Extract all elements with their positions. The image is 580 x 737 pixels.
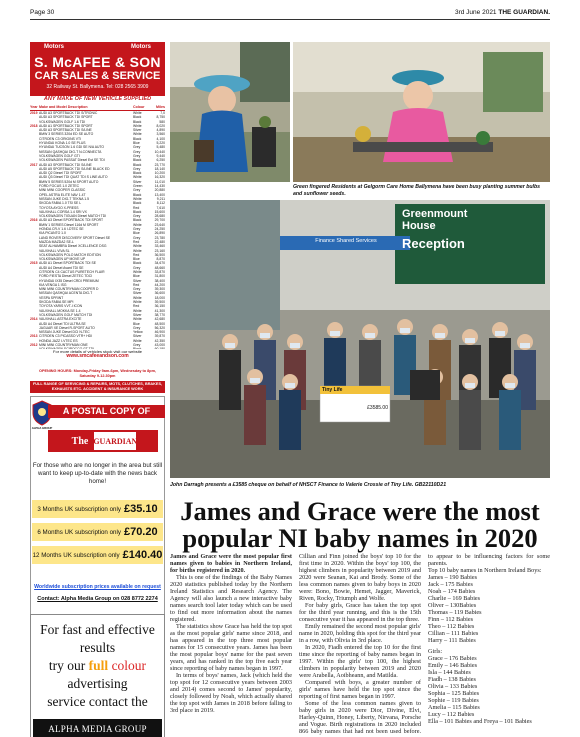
article-column-2 <box>299 553 421 735</box>
resident-photo-illustration <box>170 42 290 182</box>
boys-title: Top 10 baby names in Northern Ireland Boys: <box>428 567 542 574</box>
girls-name-item: Lucy – 112 Babies <box>428 711 475 718</box>
boys-name-item: Jack – 175 Babies <box>428 581 473 588</box>
boys-name-item: James – 190 Babies <box>428 574 477 581</box>
car-description: NISSAN QASHQAI DIG-T N-CONNECTA <box>39 149 102 154</box>
car-miles: 8,020 <box>156 123 165 128</box>
car-miles: 44,200 <box>154 282 165 287</box>
car-miles: 38,400 <box>154 278 165 283</box>
face-mask <box>520 343 530 348</box>
girls-name-item: Emily – 146 Babies <box>428 662 477 669</box>
car-miles: 4,890 <box>156 128 165 133</box>
girls-list <box>428 655 550 725</box>
boys-name-item: Finn – 112 Babies <box>428 616 473 623</box>
car-description: TOYOTA AYGO X-PRESS <box>39 205 79 210</box>
car-colour: Grey <box>133 227 141 232</box>
car-miles: 23,770 <box>154 162 165 167</box>
subscription-3-months[interactable] <box>32 500 163 518</box>
car-description: VOLKSWAGEN GOLF GTI <box>39 153 80 158</box>
car-colour: White <box>133 175 142 180</box>
girls-name-item: Sophie – 119 Babies <box>428 697 479 704</box>
car-colour: White <box>133 300 142 305</box>
website-note: For more details of vehicles stock visit our website <box>53 349 142 354</box>
article-headline: James and Grace were the most popular NI baby names in 2020 <box>180 496 540 553</box>
car-colour: Black <box>133 162 142 167</box>
car-miles: 10,200 <box>154 171 165 176</box>
car-colour: Grey <box>133 214 141 219</box>
article-paragraph: This is one of the findings of the Baby Names 2020 statistics published today by the Northern Ireland Statistics and Research Agency. The Agency will also launch a new interactive baby names search tool later today which can be used to find out more information about the names registered. <box>170 574 292 623</box>
face-mask <box>285 383 295 388</box>
car-colour: Grey <box>133 166 141 171</box>
car-description: SEAT ALHAMBRA Diesel XCELLENCE DSG <box>39 244 107 249</box>
sign-line-3: Reception <box>402 236 465 251</box>
boys-name-item: Cillian – 111 Babies <box>428 630 479 637</box>
car-description: FORD FIESTA Diesel ZETEC TDCI <box>39 274 93 279</box>
sub-price: £140.40 <box>122 549 163 561</box>
car-year: 2015 <box>30 261 38 266</box>
car-miles: 26,890 <box>154 231 165 236</box>
boys-name-item: Noah – 174 Babies <box>428 588 476 595</box>
car-colour: White <box>133 222 142 227</box>
car-description: AUDI A5 SPORTBACK TDI S/LINE BLACK ED <box>39 166 110 171</box>
car-miles: 46,900 <box>154 330 165 335</box>
car-description: BMW 5 SERIES 520d M SPORT AUTO <box>39 179 99 184</box>
car-colour: Grey <box>133 153 141 158</box>
car-colour: Silver <box>133 278 142 283</box>
boys-name-item: Thomas – 119 Babies <box>428 609 482 616</box>
car-miles: 8,750 <box>156 115 165 120</box>
alpha-word-full: full <box>88 658 109 673</box>
website-block <box>30 349 165 369</box>
car-miles: 23,780 <box>154 235 165 240</box>
guardian-masthead <box>48 430 158 452</box>
car-colour: White <box>133 132 142 137</box>
car-description: JAGUAR XE Diesel R-SPORT AUTO <box>39 325 95 330</box>
car-description: AUDI Q2 Diesel TDI SPORT <box>39 171 82 176</box>
car-colour: Black <box>133 209 142 214</box>
car-miles: 23,160 <box>154 248 165 253</box>
car-description: AUDI A1 SPORTBACK TDI SPORT <box>39 123 93 128</box>
car-description: TOYOTA YARIS VVT-I ICON <box>39 304 83 309</box>
motors-tab-bar <box>30 42 165 51</box>
car-colour: Blue <box>133 141 140 146</box>
car-colour: White <box>133 295 142 300</box>
car-miles: 3,560 <box>156 132 165 137</box>
car-miles: 5,220 <box>156 141 165 146</box>
postal-contact: Contact: Alpha Media Group on 028 8772 2274 <box>37 596 158 602</box>
car-miles: 4,100 <box>156 136 165 141</box>
car-miles: 38,770 <box>154 312 165 317</box>
car-miles: 43,000 <box>154 343 165 348</box>
subscription-12-months[interactable] <box>32 546 163 564</box>
boys-list <box>428 574 550 644</box>
car-miles: 18,140 <box>154 166 165 171</box>
brand-subtitle: CAR SALES & SERVICE <box>34 70 161 82</box>
col-colour: Colour <box>133 105 145 109</box>
car-description: VOLKSWAGEN PASSAT Diesel Est SE TDI <box>39 158 105 163</box>
car-description: KIA PICANTO 1.0 <box>39 231 66 236</box>
car-miles: 39,500 <box>154 300 165 305</box>
car-description: CITROEN C3 ORIGINS VTI <box>39 136 82 141</box>
car-description: VAUXHALL CORSA 1.4 SRI VX <box>39 209 87 214</box>
car-colour: Blue <box>133 274 140 279</box>
girls-name-item: Isla – 144 Babies <box>428 669 471 676</box>
car-description: AUDI A3 SPORTBACK TDI S/TRONIC <box>39 111 98 115</box>
car-description: HYUNDAI IX35 Diesel CRDI PREMIUM <box>39 278 99 283</box>
car-description: VOLKSWAGEN GOLF 1.6 TDI <box>39 119 86 124</box>
page-number: Page 30 <box>30 8 55 16</box>
full-range-banner: FULL RANGE OF SERVICING & REPAIRS, MOTS, CLUTCHES, BRAKES, EXHAUSTS ETC. ACCIDENT & INSURANCE WORK <box>30 381 165 393</box>
car-description: MAZDA MAZDA2 SE-L <box>39 239 74 244</box>
article-paragraph: Emily remained the second most popular girls' name in 2020, holding this spot for the third year in a row, with Olivia in 3rd place. <box>299 623 421 644</box>
boys-name-item: Oliver – 130Babies <box>428 602 477 609</box>
alpha-line-1: For fast and effective results <box>40 622 155 655</box>
car-description: VAUXHALL MOKKA SE 1.4 <box>39 308 81 313</box>
car-miles: 6,250 <box>156 158 165 163</box>
mcafee-brand <box>30 51 165 96</box>
website-link[interactable]: www.smcafeeandson.com <box>66 353 129 359</box>
alpha-word-colour: colour <box>111 658 147 673</box>
car-miles: 28,680 <box>154 214 165 219</box>
car-colour: Black <box>133 171 142 176</box>
paper-name: THE GUARDIAN. <box>498 8 550 16</box>
car-description: AUDI A1 Diesel SPORTBACK TDI SE <box>39 261 96 266</box>
alpha-line-3: service contact the <box>47 694 148 709</box>
alpha-ad-text <box>33 621 162 711</box>
boys-name-item: Harry – 111 Babies <box>428 637 476 644</box>
alpha-media-ad <box>30 614 165 737</box>
cheque-amount: £3585.00 <box>367 405 388 411</box>
car-description: OPEL ASTRA ELITE NAV 1.4T <box>39 192 86 197</box>
article-paragraph: to appear to be influencing factors for some parents. <box>428 553 550 567</box>
face-mask <box>290 343 300 348</box>
article-paragraph: Cillian and Finn joined the boys' top 10 for the first time in 2020. Within the boys' top 100, the highest climbers in popularity between 2019 and 2020 were Seanan, Kai and Brody. Some of the less common names given to baby boys in 2020 were: Bono, Bowie, Hemet, Jagger, Maverick, Riven, Rocky, Triumph and Wolfe. <box>299 553 421 602</box>
car-description: VOLKSWAGEN TIGUAN Diesel MATCH TDI <box>39 214 107 219</box>
person-figure <box>459 390 481 450</box>
car-miles: 42,680 <box>154 317 165 322</box>
car-description: AUDI A3 SPORTBACK TDI SPORT <box>39 115 93 120</box>
face-mask <box>400 328 410 333</box>
alpha-media-bar: ALPHA MEDIA GROUP <box>33 719 162 737</box>
girls-name-item: Fiadh – 138 Babies <box>428 676 476 683</box>
girls-name-item: Grace – 176 Babies <box>428 655 477 662</box>
car-colour: Green <box>133 184 143 189</box>
opening-hours <box>30 369 165 381</box>
cheque-brand: Tiny Life <box>322 387 343 393</box>
car-year: 2017 <box>30 162 38 167</box>
sub-label: 6 Months UK subscription only <box>37 528 121 536</box>
car-colour: Red <box>133 205 140 210</box>
girls-title: Girls: <box>428 648 443 655</box>
car-colour: Silver <box>133 128 142 133</box>
face-mask <box>505 383 515 388</box>
hours-line-2: Saturday 9-12.30pm <box>79 373 116 378</box>
car-miles: 36,600 <box>154 291 165 296</box>
car-miles: 8,112 <box>156 201 165 206</box>
car-miles: 9,211 <box>156 196 165 201</box>
any-make-banner: ANY MAKE OF NEW VEHICLE SUPPLIED <box>43 96 152 102</box>
car-miles: 29,700 <box>154 218 165 223</box>
sub-label: 3 Months UK subscription only <box>37 505 121 513</box>
face-mask <box>465 338 475 343</box>
car-description: FORD FOCUS 1.0 ZETEC <box>39 184 80 189</box>
car-colour: White <box>133 244 142 249</box>
car-description: SKODA FABIA SE MPI <box>39 300 74 305</box>
car-list <box>30 111 165 349</box>
article-body <box>170 553 550 735</box>
girls-name-item: Amelia – 115 Babies <box>428 704 480 711</box>
car-miles: 10,440 <box>154 149 165 154</box>
worldwide-note: Worldwide subscription prices available on request <box>34 584 161 590</box>
caption-care-home: Green fingered Residents at Gelgorm Care Home Ballymena have been busy planting summer bulbs and sunflower seeds. <box>293 184 541 197</box>
car-colour: White <box>133 317 142 322</box>
col-year: Year <box>30 105 38 109</box>
car-miles: 18,000 <box>154 295 165 300</box>
car-year: 2019 <box>30 111 38 115</box>
car-colour: Grey <box>133 149 141 154</box>
face-mask <box>250 378 260 383</box>
car-description: VOLKSWAGEN POLO MATCH EDITION <box>39 252 101 257</box>
car-miles: 36,500 <box>154 252 165 257</box>
car-miles: 23,640 <box>154 222 165 227</box>
article-paragraph: For baby girls, Grace has taken the top spot for the third year running, and this is the 15th consecutive year it has appeared in the top three. <box>299 602 421 623</box>
car-description: VOLKSWAGEN UP MOVE UP <box>39 257 86 262</box>
car-description: VESPA SPRINT <box>39 295 64 300</box>
car-colour: White <box>133 248 142 253</box>
car-description: SKODA FABIA 1.0 TSI SE L <box>39 201 82 206</box>
sub-price: £35.10 <box>123 503 158 515</box>
car-miles: 20,880 <box>154 188 165 193</box>
masthead-the: The <box>71 435 89 447</box>
car-miles: 41,300 <box>154 308 165 313</box>
car-colour: Red <box>133 239 140 244</box>
col-description: Make and Model Description <box>39 105 88 109</box>
car-colour: White <box>133 196 142 201</box>
face-mask <box>330 331 340 336</box>
page-header <box>30 6 550 18</box>
car-description: HYUNDAI KONA 1.0 SE PLUS <box>39 141 86 146</box>
person-figure <box>279 390 301 450</box>
car-miles: 39,300 <box>154 287 165 292</box>
car-description: VOLKSWAGEN GOLF MATCH TDI <box>39 312 93 317</box>
car-miles: 5,480 <box>156 145 165 150</box>
article-column-1 <box>170 553 292 735</box>
girls-name-item: Ella – 101 Babies and Freya – 101 Babies <box>428 718 532 725</box>
car-miles: 13,400 <box>154 192 165 197</box>
car-miles: 7,0 <box>160 111 165 115</box>
girls-name-item: Olivia – 133 Babies <box>428 683 478 690</box>
car-colour: Black <box>133 115 142 120</box>
photo-resident-planting <box>170 42 290 182</box>
car-miles: 42,350 <box>154 338 165 343</box>
car-miles: 34,670 <box>154 261 165 266</box>
motors-tab-left: Motors <box>44 43 64 50</box>
car-miles: 580 <box>159 119 165 124</box>
car-year: 2012 <box>30 343 38 348</box>
car-description: MINI MINI COUNTRYMAN ONE <box>39 343 88 348</box>
car-colour: Grey <box>133 343 141 348</box>
car-year: 2013 <box>30 334 38 339</box>
car-miles: 56,320 <box>154 325 165 330</box>
car-description: LAND ROVER DISCOVERY SPORT Diesel SE <box>39 235 111 240</box>
car-description: AUDI A3 SPORTBACK TDI S/LINE <box>39 162 92 167</box>
article-paragraph: Some of the less common names given to baby girls in 2020 were Dior, Divine, Elvi, Harley-Quinn, Honey, Liberty, Nirvana, Porsche and Vogue. Birth registrations in 2020 included 866 baby names that had not been used before. <box>299 700 421 735</box>
car-colour: White <box>133 269 142 274</box>
brand-address: 32 Railway St. Ballymena. Tel: 028 2565 3909 <box>46 84 149 90</box>
alpha-line-2: try our full colour advertising <box>48 658 147 691</box>
car-description: AUDI A4 Diesel Avant TDI SE <box>39 265 84 270</box>
finance-banner: Finance Shared Services <box>315 238 377 244</box>
car-description: AUDI A3 Diesel SPORTBACK TDI SPORT <box>39 218 104 223</box>
boys-name-item: Charlie – 169 Babies <box>428 595 481 602</box>
postal-description: For those who are no longer in the area but still want to keep up-to-date with the news back home! <box>32 462 163 485</box>
face-mask <box>260 333 270 338</box>
car-description: NISSAN JUKE Diesel DCI N-TEC <box>39 330 90 335</box>
car-colour: White <box>133 111 142 115</box>
car-colour: Silver <box>133 334 142 339</box>
car-colour: Grey <box>133 188 141 193</box>
car-colour: Red <box>133 282 140 287</box>
car-colour: Grey <box>133 287 141 292</box>
car-miles: 48,660 <box>154 265 165 270</box>
article-column-3 <box>428 553 550 735</box>
photo-resident-at-table <box>293 42 550 182</box>
car-year: 2018 <box>30 123 38 128</box>
car-colour: White <box>133 308 142 313</box>
car-colour: White <box>133 338 142 343</box>
car-colour: Silver <box>133 179 142 184</box>
car-miles: 8,870 <box>156 257 165 262</box>
car-miles: 14,430 <box>154 184 165 189</box>
face-mask <box>495 331 505 336</box>
car-miles: 22,480 <box>154 239 165 244</box>
car-colour: Black <box>133 136 142 141</box>
car-description: HONDA CR-V 1.6 I-DTEC SE <box>39 227 84 232</box>
car-colour: Black <box>133 158 142 163</box>
car-colour: Grey <box>133 265 141 270</box>
car-description: AUDI A4 Diesel TDI ULTRA SE <box>39 321 86 326</box>
car-miles: 11,010 <box>154 179 165 184</box>
car-colour: Black <box>133 218 142 223</box>
col-miles: Miles <box>156 105 165 109</box>
masthead-name: GUARDIAN <box>94 432 136 450</box>
car-description: VAUXHALL VIVA SL <box>39 248 70 253</box>
header-date: 3rd June 2021 THE GUARDIAN. <box>454 8 550 16</box>
car-colour: Red <box>133 252 140 257</box>
car-colour: Black <box>133 192 142 197</box>
car-miles: 39,870 <box>154 334 165 339</box>
car-miles: 31,800 <box>154 274 165 279</box>
photo-cheque-presentation <box>170 200 550 478</box>
car-description: KIA VENGA 1 ISG <box>39 282 67 287</box>
car-miles: 33,870 <box>154 269 165 274</box>
car-miles: 48,500 <box>154 321 165 326</box>
car-description: VAUXHALL ASTRA EXCITE <box>39 317 82 322</box>
article-paragraph: The statistics show Grace has held the top spot as the most popular girls' name since 2018, and has appeared in the top three most popular names for 15 consecutive years. James has been the most popular boys' name for the past seven years, and has ranked in the top five each year since reporting of baby names began in 1997. <box>170 623 292 672</box>
face-mask <box>225 343 235 348</box>
car-description: CITROEN C4 CACTUS PURETECH FLAIR <box>39 269 105 274</box>
car-colour: Silver <box>133 291 142 296</box>
car-description: AUDI Q3 Diesel TDI QUAT TDI S LINE AUTO <box>39 175 108 180</box>
subscription-6-months[interactable] <box>32 523 163 541</box>
car-description: HONDA JAZZ I-VTEC ES <box>39 338 78 343</box>
girls-name-item: Sophia – 125 Babies <box>428 690 480 697</box>
car-description: HYUNDAI TUCSON 1.6 GDI SE N/A AUTO <box>39 145 105 150</box>
car-colour: Grey <box>133 145 141 150</box>
car-description: AUDI A3 SPORTBACK TDI S/LINE <box>39 128 92 133</box>
sub-price: £70.20 <box>123 526 158 538</box>
car-colour: White <box>133 123 142 128</box>
car-description: BMW 3 SERIES 320d ED SE AUTO <box>39 132 94 137</box>
car-year: 2014 <box>30 317 38 322</box>
car-year: 2016 <box>30 218 38 223</box>
seal-caption: ALPHA GROUP <box>31 426 53 430</box>
greenmount-sign <box>402 208 542 250</box>
car-colour: Grey <box>133 325 141 330</box>
car-description: BMW 1 SERIES Diesel 116d M SPORT <box>39 222 99 227</box>
face-mask <box>365 333 375 338</box>
motors-tab-right: Motors <box>131 43 151 50</box>
person-figure <box>244 385 266 445</box>
car-colour: Blue <box>133 321 140 326</box>
car-colour: Grey <box>133 235 141 240</box>
car-description: MINI MINI COUNTRYMAN COOPER D <box>39 287 99 292</box>
header-divider <box>30 19 550 20</box>
article-paragraph: In 2020, Fiadh entered the top 10 for the first time since the reporting of baby names began in 1997. Within the girls' top 100, the highest climbers in popularity between 2019 and 2020 were Arabella, Aoibheann, and Matilda. <box>299 644 421 679</box>
car-colour: Red <box>133 304 140 309</box>
hours-line-1: OPENING HOURS: Monday-Friday 9am-6pm, Wednesday to 8pm, <box>38 369 157 373</box>
sign-line-1: Greenmount <box>402 208 468 220</box>
face-mask <box>465 383 475 388</box>
car-description: MINI MINI COOPER CLASSIC <box>39 188 86 193</box>
car-colour: Black <box>133 201 142 206</box>
car-description: NISSAN JUKE DIG-T TEKNA 1.5 <box>39 196 89 201</box>
car-description: CITROEN C3 PICASSO VTR+ HDI <box>39 334 93 339</box>
person-figure <box>499 390 521 450</box>
resident-table-illustration <box>293 42 550 182</box>
sign-line-2: House <box>402 220 436 232</box>
article-paragraph: In terms of boys' names, Jack (which held the top spot for 12 consecutive years between 2003 and 2014) comes second to James' popularity, closely followed by Noah, which actually shared the top spot with James in 2018 before falling to 3rd place in 2019. <box>170 672 292 714</box>
caption-cheque: John Darragh presents a £3585 cheque on behalf of NHSCT Finance to Valerie Crossie of Tiny Life. GB22110D21 <box>170 482 447 488</box>
car-colour: Blue <box>133 257 140 262</box>
article-lead: James and Grace were the most popular first names given to babies in Northern Ireland, for births registered in 2020. <box>170 553 292 574</box>
face-mask <box>435 333 445 338</box>
boys-name-item: Theo – 112 Babies <box>428 623 475 630</box>
article-paragraph: Compared with boys, a greater number of girls' names have held the top spot since the reporting of first names began in 1997. <box>299 679 421 700</box>
car-miles: 15,600 <box>154 209 165 214</box>
car-miles: 24,250 <box>154 227 165 232</box>
brand-name: S. McAFEE & SON <box>34 54 161 70</box>
car-miles: 33,460 <box>154 244 165 249</box>
sub-label: 12 Months UK subscription only <box>32 551 120 559</box>
postal-title: A POSTAL COPY OF <box>48 405 165 418</box>
car-miles: 36,150 <box>154 304 165 309</box>
car-colour: Black <box>133 119 142 124</box>
car-miles: 16,320 <box>154 175 165 180</box>
car-colour: Blue <box>133 231 140 236</box>
car-colour: Black <box>133 261 142 266</box>
car-colour: Yellow <box>133 330 143 335</box>
person-figure <box>219 350 241 410</box>
car-description: NISSAN QASHQAI ACENTA DIG-T <box>39 291 93 296</box>
car-miles: 7,610 <box>156 205 165 210</box>
car-miles: 9,440 <box>156 153 165 158</box>
car-colour: Silver <box>133 312 142 317</box>
